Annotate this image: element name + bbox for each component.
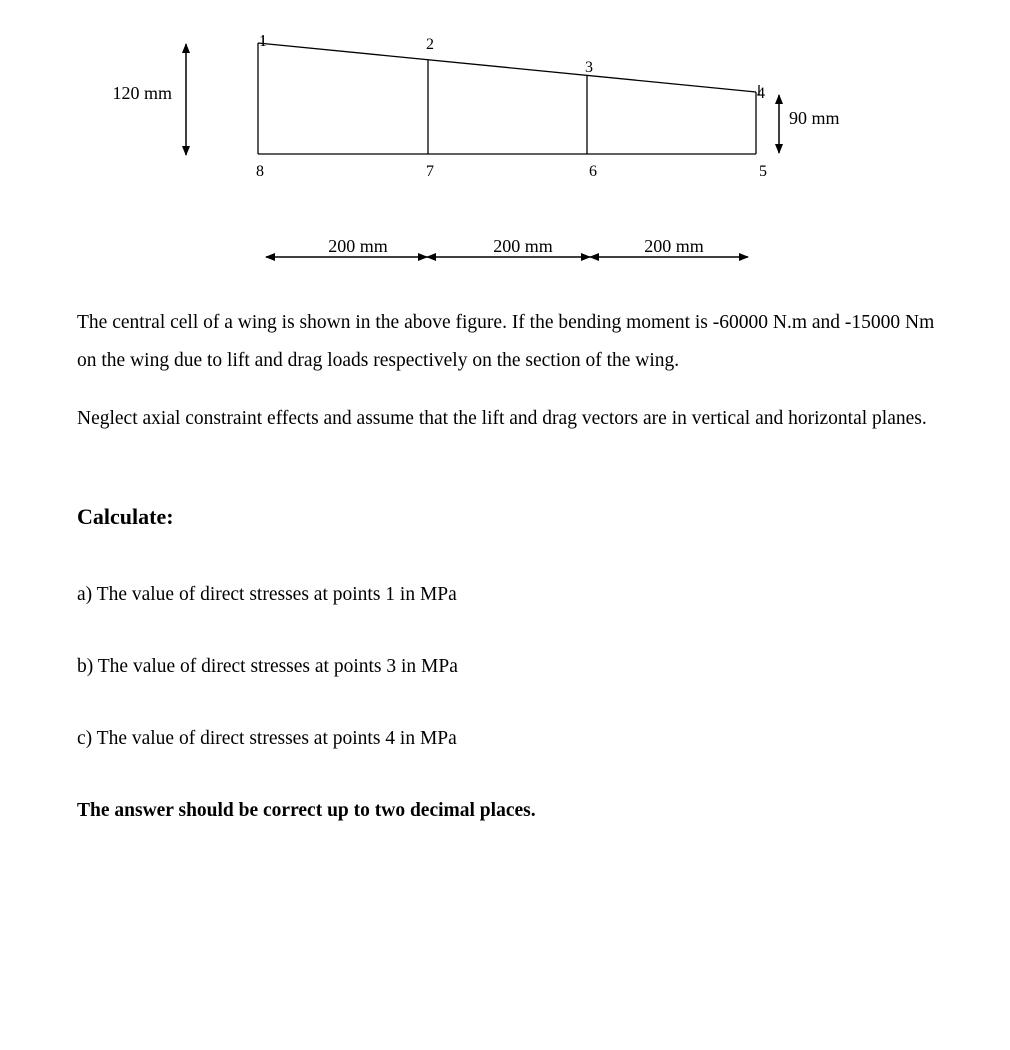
- point-label-2: 2: [426, 36, 434, 53]
- width-label-3: 200 mm: [644, 236, 704, 256]
- point-label-8: 8: [256, 163, 264, 180]
- top-skin: [258, 43, 756, 92]
- width-label-2: 200 mm: [493, 236, 553, 256]
- calculate-heading: Calculate:: [77, 504, 174, 529]
- wing-cell-outline: [258, 43, 756, 154]
- point-label-7: 7: [426, 163, 434, 180]
- question-a: a) The value of direct stresses at points 1 in MPa: [77, 584, 457, 605]
- point-label-6: 6: [589, 163, 597, 180]
- point-label-5: 5: [759, 163, 767, 180]
- assumptions-statement: Neglect axial constraint effects and assume that the lift and drag vectors are in vertical and horizontal planes.: [77, 408, 927, 429]
- point-label-3: 3: [585, 59, 593, 76]
- question-c: c) The value of direct stresses at points 4 in MPa: [77, 728, 457, 749]
- point-label-1: 1: [259, 33, 267, 50]
- width-label-1: 200 mm: [328, 236, 388, 256]
- problem-statement: The central cell of a wing is shown in the above figure. If the bending moment is -60000 N.m and -15000 Nm on the wing due to lift and drag loads respectively on the section of the wing.: [77, 312, 935, 371]
- left-height-label: 120 mm: [112, 83, 172, 103]
- precision-note: The answer should be correct up to two decimal places.: [77, 800, 536, 821]
- question-b: b) The value of direct stresses at points 3 in MPa: [77, 656, 458, 677]
- point-label-4: 4: [757, 85, 765, 102]
- wing-cell-figure: [0, 0, 1010, 290]
- right-height-label: 90 mm: [789, 108, 840, 128]
